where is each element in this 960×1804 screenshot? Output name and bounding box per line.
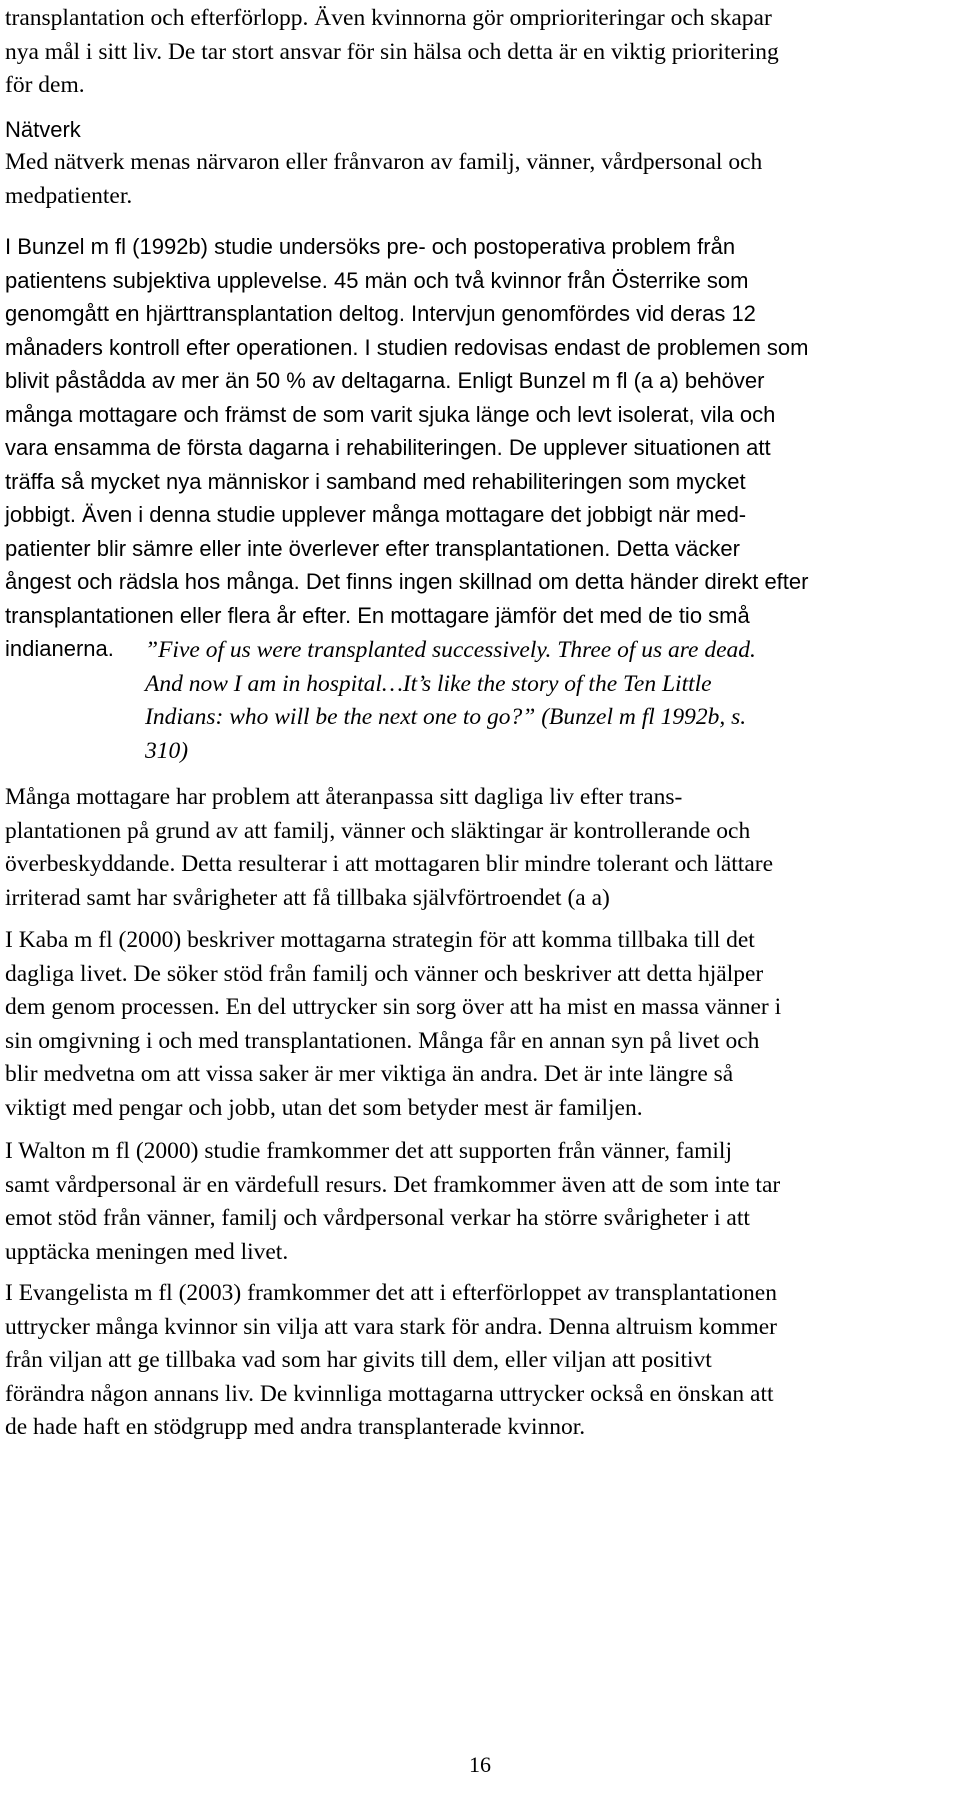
walton-paragraph: I Walton m fl (2000) studie framkommer det att supporten från vänner, familj samt vårdpersonal är en värdefull resurs. Det framkommer även att de som inte tar emot stöd från vänner, familj och vårdpersonal verkar ha större svårigheter i att upptäcka meningen med livet. xyxy=(5,1138,781,1265)
section-intro-paragraph: Med nätverk menas närvaron eller frånvaron av familj, vänner, vårdpersonal och medpatienter. xyxy=(5,149,763,209)
section-heading: Nätverk xyxy=(5,117,81,142)
evangelista-paragraph: I Evangelista m fl (2003) framkommer det att i efterförloppet av transplantationen uttrycker många kvinnor sin vilja att vara stark för andra. Denna altruism kommer från viljan att ge tillbaka vad som har givits till dem, eller viljan att positivt förändra någon annans liv. De kvinnliga mottagarna uttrycker också en önskan att de hade haft en stödgrupp med andra transplanterade kvinnor. xyxy=(5,1280,777,1440)
page-number: 16 xyxy=(469,1752,491,1777)
mottagare-paragraph: Många mottagare har problem att återanpassa sitt dagliga liv efter trans- plantationen på grund av att familj, vänner och släktingar är kontrollerande och överbeskyddande. Detta resulterar i att mottagaren blir mindre tolerant och lättare irriterad samt har svårigheter att få tillbaka självförtroendet (a a) xyxy=(5,784,774,911)
block-quote: ”Five of us were transplanted successively. Three of us are dead. And now I am in hospital…It’s like the story of the Ten Little Indians: who will be the next one to go?” (Bunzel m fl 1992b, s. 310) xyxy=(145,637,756,764)
kaba-paragraph: I Kaba m fl (2000) beskriver mottagarna strategin för att komma tillbaka till det dagliga livet. De söker stöd från familj och vänner och beskriver att detta hjälper dem genom processen. En del uttrycker sin sorg över att ha mist en massa vänner i sin omgivning i och med transplantationen. Många får en annan syn på livet och blir medvetna om att vissa saker är mer viktiga än andra. Det är inte längre så viktigt med pengar och jobb, utan det som betyder mest är familjen. xyxy=(5,927,782,1121)
bunzel-paragraph: I Bunzel m fl (1992b) studie undersöks pre- och postoperativa problem från patientens subjektiva upplevelse. 45 män och två kvinnor från Österrike som genomgått en hjärttransplantation deltog. Intervjun genomfördes vid deras 12 månaders kontroll efter operationen. I studien redovisas endast de problemen som blivit påstådda av mer än 50 % av deltagarna. Enligt Bunzel m fl (a a) behöver många mottagare och främst de som varit sjuka länge och levt isolerat, vila och vara ensamma de första dagarna i rehabiliteringen. De upplever situationen att träffa så mycket nya människor i samband med rehabiliteringen som mycket jobbigt. Även i denna studie upplever många mottagare det jobbigt när med- patienter blir sämre eller inte överlever efter transplantationen. Detta väcker ångest och rädsla hos många. Det finns ingen skillnad om detta händer direkt efter transplantationen eller flera år efter. En mottagare jämför det med de tio små indianerna. xyxy=(5,234,809,661)
intro-paragraph: transplantation och efterförlopp. Även kvinnorna gör omprioriteringar och skapar nya mål i sitt liv. De tar stort ansvar för sin hälsa och detta är en viktig prioritering för dem. xyxy=(5,5,779,98)
